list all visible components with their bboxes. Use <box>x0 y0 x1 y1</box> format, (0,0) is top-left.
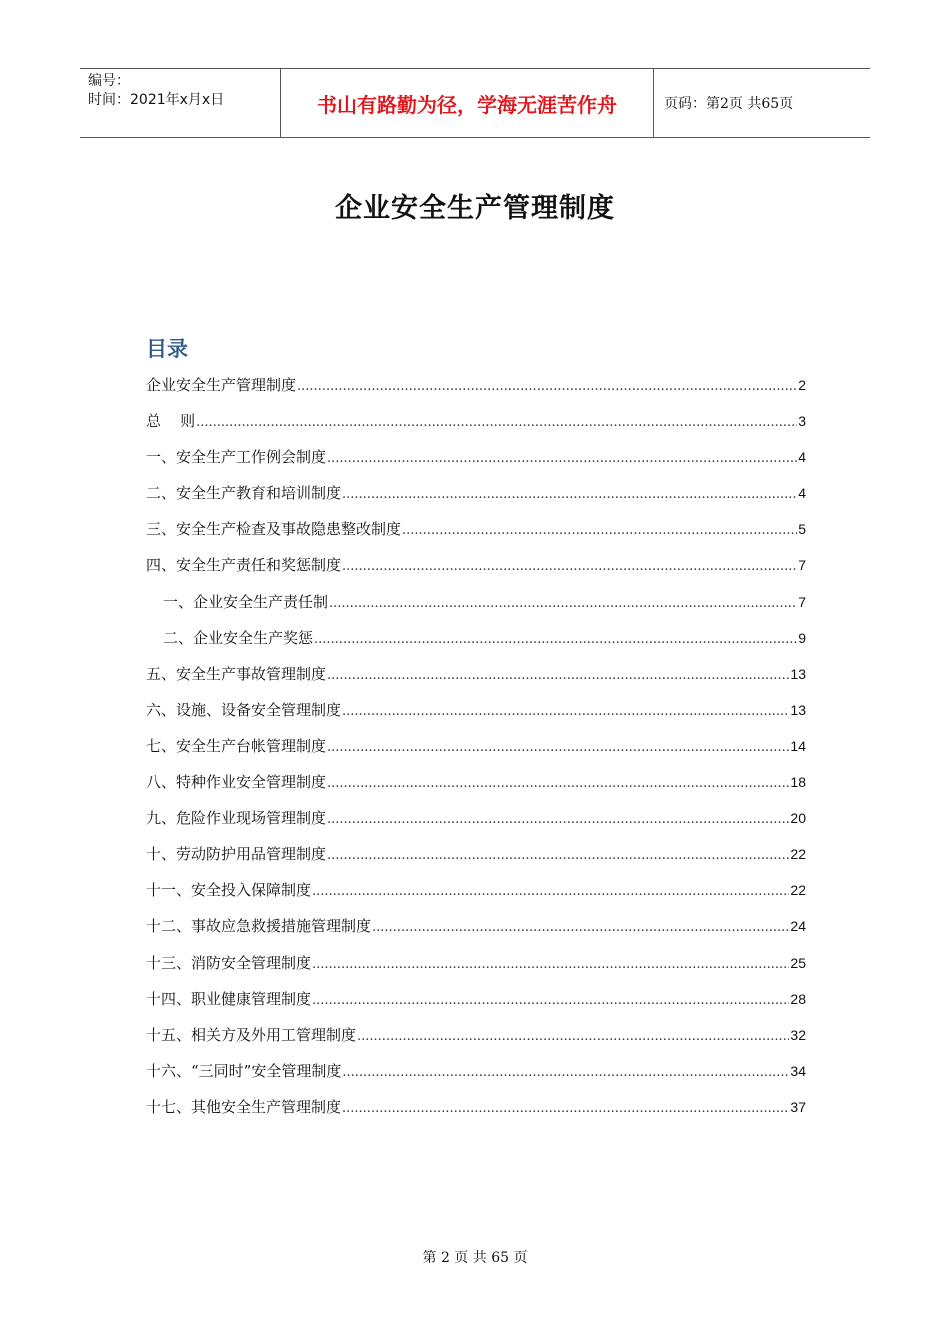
toc-entry-page: 18 <box>790 774 806 791</box>
toc-entry[interactable] <box>146 482 806 518</box>
toc-leader-dots <box>327 773 789 791</box>
toc-leader-dots <box>327 448 797 466</box>
toc-leader-dots <box>327 809 789 827</box>
toc-entry-page: 13 <box>790 665 806 682</box>
toc-leader-dots <box>327 845 789 863</box>
toc-entry-page: 37 <box>790 1098 806 1115</box>
header-table <box>80 68 870 138</box>
toc-entry-page: 20 <box>790 810 806 827</box>
toc-leader-dots <box>314 629 797 647</box>
toc-entry[interactable] <box>146 1096 806 1132</box>
toc-entry-page: 4 <box>798 449 806 466</box>
toc-entry[interactable] <box>146 554 806 590</box>
toc-entry-label: 十五、相关方及外用工管理制度 <box>146 1025 357 1044</box>
toc-leader-dots <box>357 1026 789 1044</box>
toc-subentry[interactable] <box>146 627 806 663</box>
toc-entry-page: 22 <box>790 882 806 899</box>
toc-entry[interactable] <box>146 518 806 554</box>
toc-entry[interactable] <box>146 843 806 879</box>
toc-entry-page: 7 <box>798 557 806 574</box>
toc-entry[interactable] <box>146 988 806 1024</box>
toc-entry-label: 十七、其他安全生产管理制度 <box>146 1097 342 1116</box>
toc-leader-dots <box>196 412 797 430</box>
toc-leader-dots <box>342 556 797 574</box>
toc-entry-page: 28 <box>790 990 806 1007</box>
toc-entry[interactable] <box>146 771 806 807</box>
time-label: 时间：2021年x月x日 <box>88 92 225 108</box>
toc-leader-dots <box>372 917 789 935</box>
number-label: 编号： <box>88 73 130 89</box>
toc-entry-page: 14 <box>790 737 806 754</box>
toc-entry-label: 企业安全生产管理制度 <box>146 376 297 394</box>
toc-entry-label: 二、企业安全生产奖惩 <box>163 628 314 647</box>
toc-leader-dots <box>312 954 789 972</box>
toc-entry-label: 十三、消防安全管理制度 <box>146 953 312 972</box>
toc-entry-label: 九、危险作业现场管理制度 <box>146 809 327 828</box>
toc-leader-dots <box>327 737 789 755</box>
page-footer: 第 2 页 共 65 页 <box>422 1250 528 1266</box>
toc-entry[interactable] <box>146 952 806 988</box>
toc-entry-label: 六、设施、设备安全管理制度 <box>146 700 342 719</box>
toc-leader-dots <box>312 881 789 899</box>
header-motto: 书山有路勤为径，学海无涯苦作舟 <box>281 69 654 137</box>
toc-entry[interactable] <box>146 663 806 699</box>
toc-entry-label: 五、安全生产事故管理制度 <box>146 664 327 683</box>
toc-entry-page: 7 <box>798 593 806 610</box>
toc-entry-label: 十二、事故应急救援措施管理制度 <box>146 917 372 936</box>
toc-entry-label: 三、安全生产检查及事故隐患整改制度 <box>146 520 402 539</box>
toc-entry[interactable] <box>146 1024 806 1060</box>
toc-leader-dots <box>312 990 789 1008</box>
toc-entry-page: 25 <box>790 954 806 971</box>
toc-entry-label: 四、安全生产责任和奖惩制度 <box>146 556 342 575</box>
toc-entry[interactable] <box>146 879 806 915</box>
toc-leader-dots <box>329 593 797 611</box>
toc-entry[interactable] <box>146 1060 806 1096</box>
toc-entry-label: 一、企业安全生产责任制 <box>163 592 329 611</box>
toc-entry-page: 22 <box>790 846 806 863</box>
toc-entry-page: 34 <box>790 1062 806 1079</box>
toc-entry-page: 4 <box>798 485 806 502</box>
toc-entry-page: 32 <box>790 1026 806 1043</box>
toc-entry[interactable] <box>146 915 806 951</box>
toc-entry-page: 2 <box>798 377 806 393</box>
toc-entry[interactable] <box>146 735 806 771</box>
toc-entry-label: 十六、“三同时”安全管理制度 <box>146 1061 342 1080</box>
toc-entry[interactable] <box>146 410 806 446</box>
toc-entry[interactable] <box>146 807 806 843</box>
toc-subentry[interactable] <box>146 591 806 627</box>
toc-entry-label: 八、特种作业安全管理制度 <box>146 773 327 792</box>
table-of-contents <box>146 374 806 1132</box>
toc-leader-dots <box>342 1062 789 1080</box>
toc-entry[interactable] <box>146 374 806 410</box>
toc-entry-page: 13 <box>790 701 806 718</box>
toc-leader-dots <box>342 701 789 719</box>
toc-leader-dots <box>342 1098 789 1116</box>
toc-entry-label: 总 则 <box>146 412 196 431</box>
toc-entry-page: 5 <box>798 521 806 538</box>
document-title: 企业安全生产管理制度 <box>335 193 615 224</box>
toc-leader-dots <box>342 484 797 502</box>
toc-entry-label: 二、安全生产教育和培训制度 <box>146 484 342 503</box>
toc-entry-label: 十一、安全投入保障制度 <box>146 881 312 900</box>
toc-leader-dots <box>402 520 797 538</box>
toc-entry-page: 3 <box>798 413 806 430</box>
toc-entry-label: 十四、职业健康管理制度 <box>146 989 312 1008</box>
toc-entry-page: 24 <box>790 918 806 935</box>
header-meta <box>80 69 281 137</box>
header-page-info: 页码：第2页 共65页 <box>664 96 794 112</box>
toc-entry[interactable] <box>146 446 806 482</box>
toc-leader-dots <box>327 665 789 683</box>
toc-entry-page: 9 <box>798 629 806 646</box>
toc-entry-label: 十、劳动防护用品管理制度 <box>146 845 327 864</box>
toc-heading: 目录 <box>146 337 188 361</box>
toc-leader-dots <box>297 376 797 394</box>
toc-entry-label: 七、安全生产台帐管理制度 <box>146 736 327 755</box>
toc-entry[interactable] <box>146 699 806 735</box>
toc-entry-label: 一、安全生产工作例会制度 <box>146 448 327 467</box>
